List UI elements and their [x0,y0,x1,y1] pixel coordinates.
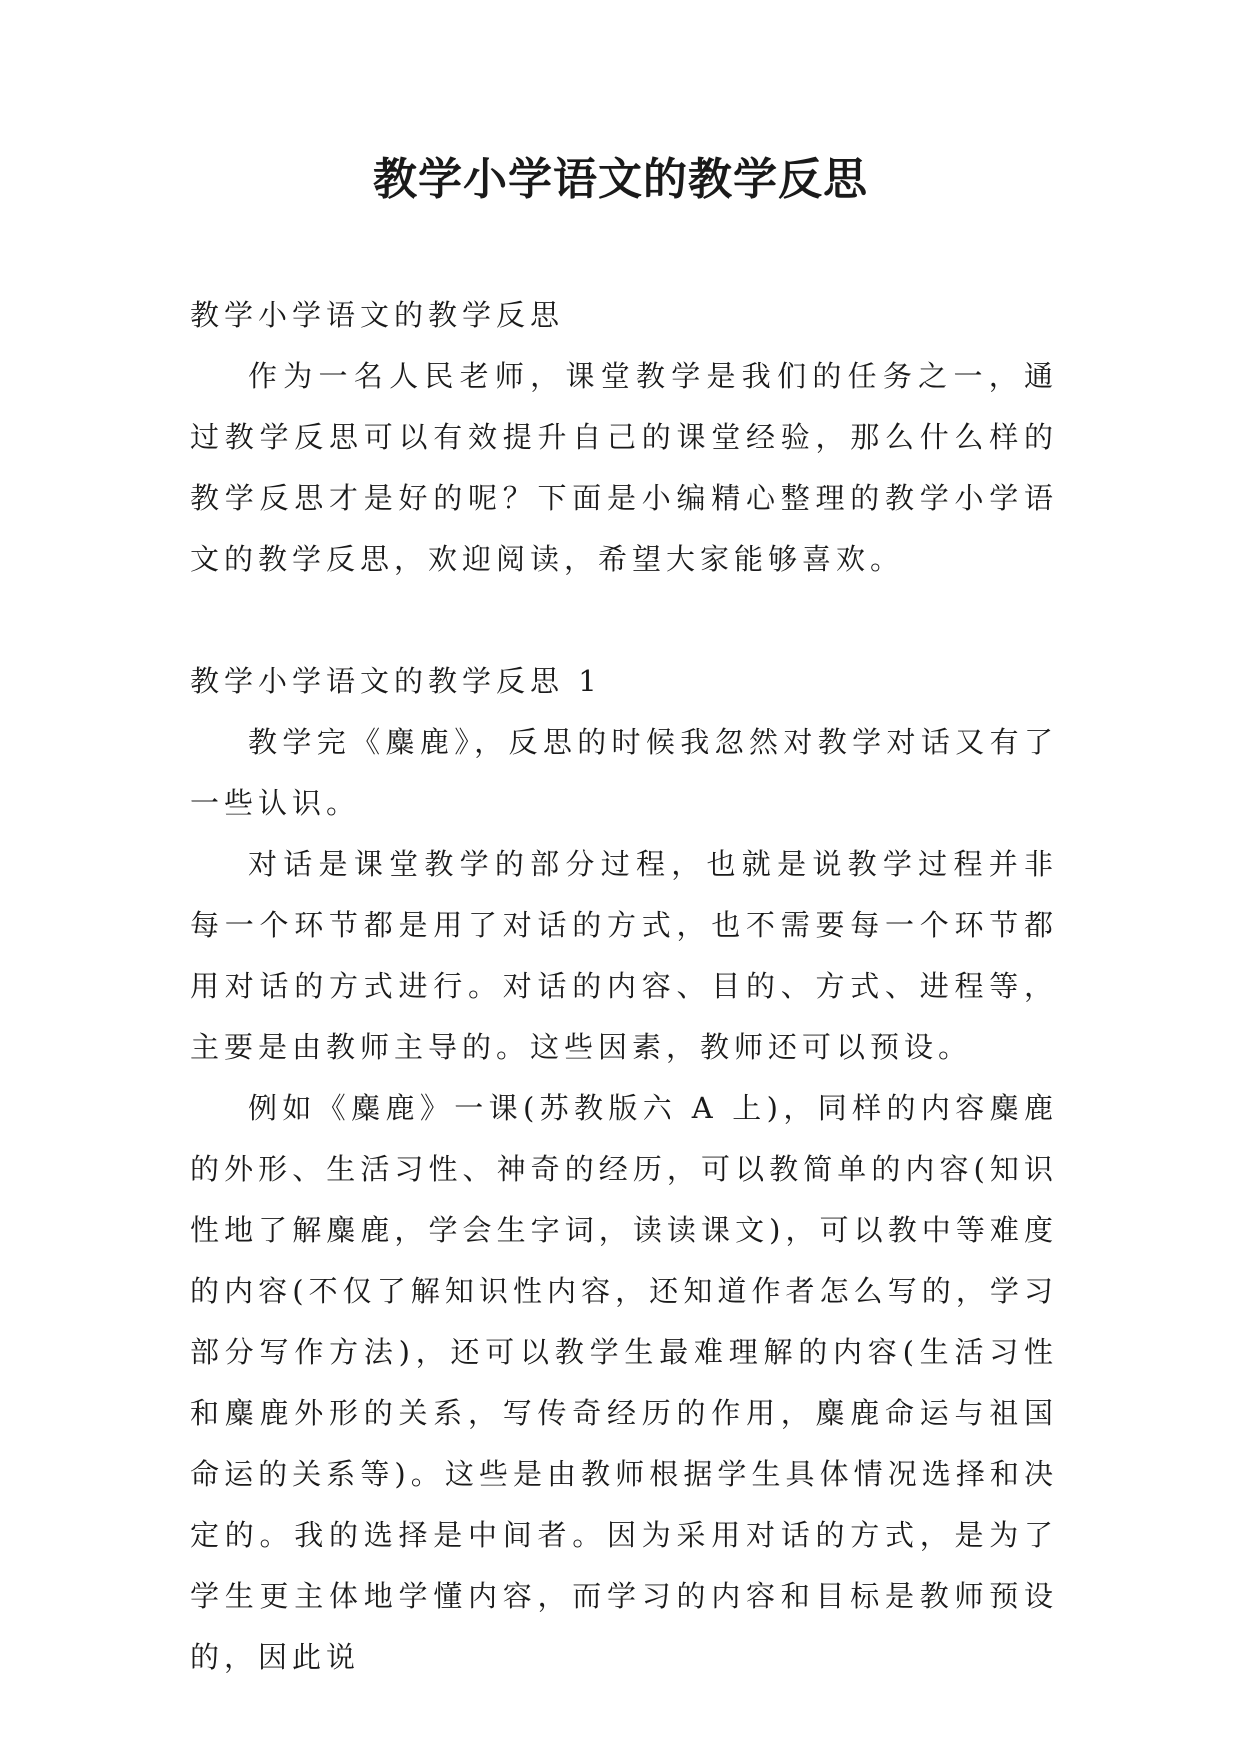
document-body [190,285,1058,1688]
section-heading-1: 教学小学语文的教学反思 1 [190,664,602,698]
paragraph-intro: 作为一名人民老师，课堂教学是我们的任务之一，通过教学反思可以有效提升自己的课堂经验，那么什么样的教学反思才是好的呢？下面是小编精心整理的教学小学语文的教学反思，欢迎阅读，希望大家能够喜欢。 [190,359,1058,576]
section-heading-intro: 教学小学语文的教学反思 [190,298,565,332]
paragraph: 例如《麋鹿》一课(苏教版六 A 上)，同样的内容麋鹿的外形、生活习性、神奇的经历，可以教简单的内容(知识性地了解麋鹿，学会生字词，读读课文)，可以教中等难度的内容(不仅了解知识性内容，还知道作者怎么写的，学习部分写作方法)，还可以教学生最难理解的内容(生活习性和麋鹿外形的关系，写传奇经历的作用，麋鹿命运与祖国命运的关系等)。这些是由教师根据学生具体情况选择和决定的。我的选择是中间者。因为采用对话的方式，是为了学生更主体地学懂内容，而学习的内容和目标是教师预设的，因此说 [190,1091,1058,1674]
paragraph: 教学完《麋鹿》，反思的时候我忽然对教学对话又有了一些认识。 [190,725,1058,820]
paragraph: 对话是课堂教学的部分过程，也就是说教学过程并非每一个环节都是用了对话的方式，也不需要每一个环节都用对话的方式进行。对话的内容、目的、方式、进程等，主要是由教师主导的。这些因素，教师还可以预设。 [190,847,1058,1064]
document-title: 教学小学语文的教学反思 [373,154,868,205]
